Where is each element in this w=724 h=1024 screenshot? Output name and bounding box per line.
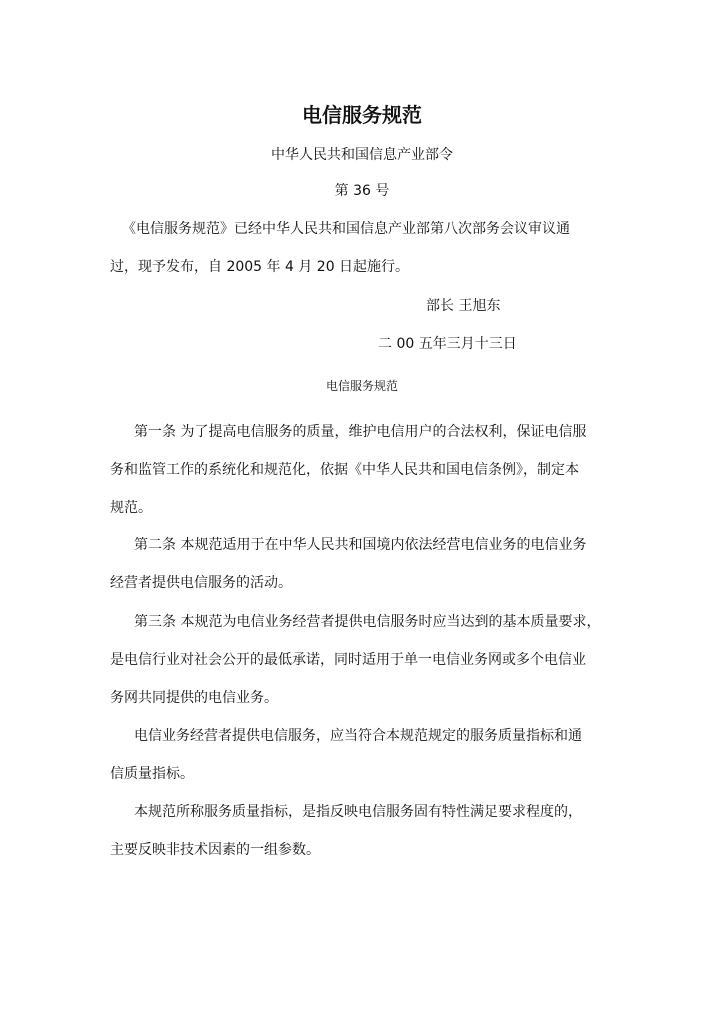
- paragraph-4-line-1: 电信业务经营者提供电信服务，应当符合本规范规定的服务质量指标和通: [134, 728, 582, 744]
- paragraph-5-line-2: 主要反映非技术因素的一组参数。: [110, 842, 320, 858]
- signature-line: 部长 王旭东: [426, 298, 501, 314]
- date-line: 二 00 五年三月十三日: [378, 336, 517, 352]
- article-1-line-2: 务和监管工作的系统化和规范化，依据《中华人民共和国电信条例》，制定本: [110, 462, 579, 478]
- intro-line-2: 过，现予发布，自 2005 年 4 月 20 日起施行。: [110, 259, 410, 275]
- article-3-line-3: 务网共同提供的电信业务。: [110, 690, 278, 706]
- article-1-line-3: 规范。: [110, 500, 152, 516]
- intro-line-1: 《电信服务规范》已经中华人民共和国信息产业部第八次部务会议审议通: [122, 221, 570, 237]
- paragraph-5-line-1: 本规范所称服务质量指标，是指反映电信服务固有特性满足要求程度的，: [134, 804, 582, 820]
- subtitle: 电信服务规范: [325, 379, 398, 393]
- document-title: 电信服务规范: [302, 103, 422, 127]
- paragraph-4-line-2: 信质量指标。: [110, 766, 194, 782]
- article-3-line-2: 是电信行业对社会公开的最低承诺，同时适用于单一电信业务网或多个电信业: [110, 652, 586, 668]
- article-3-line-1: 第三条 本规范为电信业务经营者提供电信服务时应当达到的基本质量要求，: [134, 614, 601, 630]
- article-2-line-2: 经营者提供电信服务的活动。: [110, 575, 292, 591]
- article-1-line-1: 第一条 为了提高电信服务的质量，维护电信用户的合法权利，保证电信服: [134, 424, 587, 440]
- issuer-line: 中华人民共和国信息产业部令: [271, 147, 453, 163]
- article-2-line-1: 第二条 本规范适用于在中华人民共和国境内依法经营电信业务的电信业务: [134, 537, 587, 553]
- order-number: 第 36 号: [334, 183, 390, 199]
